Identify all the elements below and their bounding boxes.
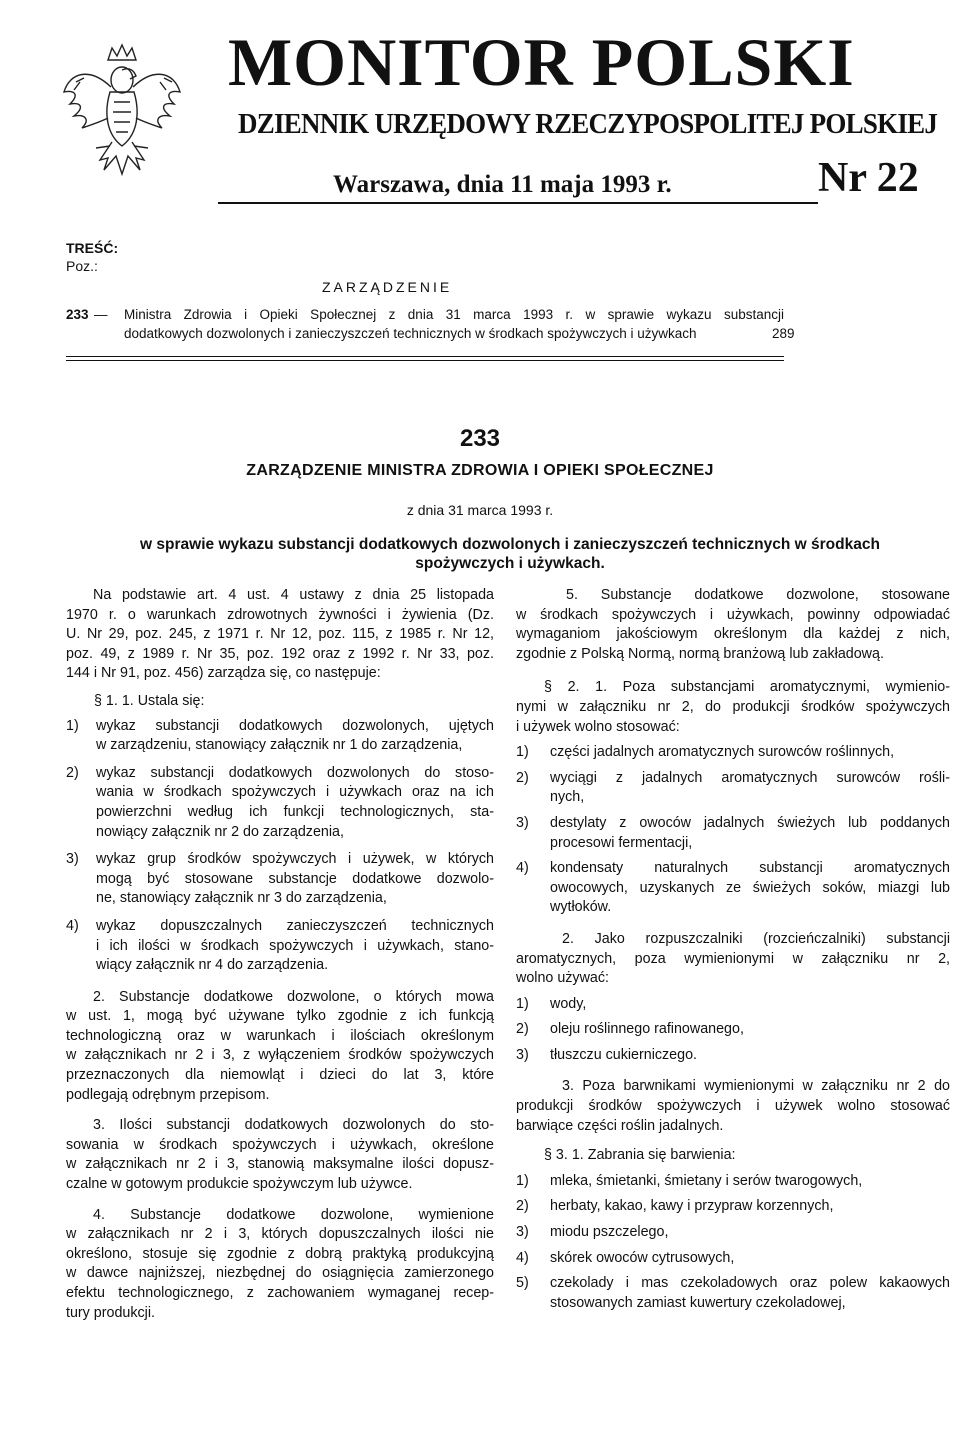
toc-entry-dash: —	[94, 307, 108, 322]
list-item	[516, 1223, 950, 1243]
toc-entry-number: 233	[66, 307, 89, 322]
list-item-line: tłuszczu cukierniczego.	[550, 1046, 698, 1063]
list-item	[516, 1197, 950, 1217]
list-item-line: wykaz substancji dodatkowych dozwolonych do stoso-	[96, 764, 494, 781]
paragraph-line: w załącznikach nr 2 i 3, których dopuszczalnych ilości nie	[66, 1226, 494, 1243]
toc-section-heading: ZARZĄDZENIE	[322, 279, 453, 295]
section-2-paragraph-2	[516, 930, 950, 989]
list-item-line: wykaz dopuszczalnych zanieczyszczeń technicznych	[96, 917, 494, 934]
issue-date: Warszawa, dnia 11 maja 1993 r.	[333, 171, 672, 198]
paragraph-line: w ust. 1, mogą być używane tylko zgodnie z ich funkcją	[66, 1008, 494, 1025]
list-item-number: 4)	[516, 860, 529, 877]
list-item	[516, 859, 950, 918]
paragraph-4	[66, 1206, 494, 1324]
list-item	[66, 717, 494, 756]
paragraph-3	[66, 1116, 494, 1194]
section-3-list	[516, 1172, 950, 1314]
list-item-line: ne, stanowiący załącznik nr 3 do zarządzenia,	[96, 890, 387, 907]
act-title: ZARZĄDZENIE MINISTRA ZDROWIA I OPIEKI SPOŁECZNEJ	[246, 462, 714, 479]
paragraph-line: w dawce najniższej, niezbędnej do osiągnięcia zamierzonego	[66, 1265, 494, 1282]
intro-line: 1970 r. o warunkach zdrowotnych żywności i żywienia (Dz.	[66, 606, 494, 623]
paragraph-line: technologiczną oraz w warunkach i ilościach określonym	[66, 1027, 494, 1044]
list-item-line: nowiący załącznik nr 2 do zarządzenia,	[96, 823, 344, 840]
paragraph-line: w środkach spożywczych i używkach, powinny odpowiadać	[516, 606, 950, 623]
act-subject-line1: w sprawie wykazu substancji dodatkowych dozwolonych i zanieczyszczeń technicznych w środkach	[140, 536, 880, 553]
section-1-heading: § 1. 1. Ustala się:	[94, 692, 205, 709]
list-item-number: 3)	[66, 851, 79, 868]
list-item-number: 1)	[516, 1172, 529, 1189]
list-item	[516, 1020, 950, 1040]
list-item-line: czekolady i mas czekoladowych oraz polew kakaowych	[550, 1275, 950, 1292]
toc-label: TREŚĆ:	[66, 240, 119, 256]
paragraph-line: barwiące części roślin jadalnych.	[516, 1117, 724, 1134]
list-item-number: 1)	[66, 717, 79, 734]
list-item-line: mogą być stosowane substancje dodatkowe dozwolo-	[96, 870, 494, 887]
section-2	[516, 678, 950, 737]
masthead-rule	[218, 202, 818, 204]
paragraph-line: produkcji środków spożywczych i używek wolno stosować	[516, 1098, 950, 1115]
intro-line: 144 i Nr 91, poz. 456) zarządza się, co następuje:	[66, 665, 381, 682]
list-item-line: nych,	[550, 789, 585, 806]
section-3-heading: § 3. 1. Zabrania się barwienia:	[544, 1147, 736, 1164]
list-item-number: 5)	[516, 1275, 529, 1292]
list-item-line: stosowanych zamiast kuwertury czekoladowej,	[550, 1294, 846, 1311]
toc-rule-1	[66, 356, 784, 357]
list-item-number: 3)	[516, 1046, 529, 1063]
paragraph-line: wymaganiom jakościowym określonym dla każdej z nich,	[516, 626, 950, 643]
paragraph-line: 3. Poza barwnikami wymienionymi w załączniku nr 2 do	[562, 1078, 950, 1095]
list-item-line: części jadalnych aromatycznych surowców roślinnych,	[550, 744, 895, 761]
toc-entry-line1	[124, 307, 784, 322]
list-item	[66, 917, 494, 976]
paragraph-line: efektu technologicznego, z zachowaniem wymaganej recep-	[66, 1285, 494, 1301]
paragraph-line: nymi w załączniku nr 2, do produkcji środków spożywczych	[516, 698, 950, 715]
list-item-line: herbaty, kakao, kawy i przypraw korzennych,	[550, 1198, 834, 1215]
list-item	[516, 814, 950, 853]
list-item-number: 3)	[516, 1224, 529, 1241]
polish-eagle-emblem	[60, 42, 185, 192]
list-item-line: skórek owoców cytrusowych,	[550, 1249, 735, 1266]
act-subject-line2: spożywczych i używkach.	[415, 555, 605, 572]
list-item-number: 1)	[516, 995, 529, 1012]
paragraph-line: w załącznikach nr 2 i 3, z wyłączeniem środków spożywczych	[66, 1047, 494, 1064]
list-item	[516, 1249, 950, 1269]
toc-rule-2	[66, 360, 784, 361]
list-item-number: 4)	[66, 917, 79, 934]
paragraph-line: przeznaczonych dla niemowląt i dzieci do lat 3, które	[66, 1067, 494, 1084]
intro-paragraph	[66, 586, 494, 684]
list-item-line: powierzchni według ich funkcji technologicznych, sta-	[96, 803, 494, 820]
list-item-line: miodu pszczelego,	[550, 1224, 669, 1241]
list-item-line: wytłoków.	[550, 899, 612, 916]
list-item-number: 2)	[516, 769, 529, 786]
act-subject	[80, 535, 940, 573]
left-column	[66, 586, 494, 1323]
paragraph-line: 3. Ilości substancji dodatkowych dozwolonych do sto-	[93, 1117, 494, 1134]
list-item-number: 2)	[516, 1198, 529, 1215]
list-item-number: 1)	[516, 744, 529, 761]
paragraph-line: 5. Substancje dodatkowe dozwolone, stosowane	[566, 587, 950, 603]
paragraph-line: aromatycznych, poza wymienionymi w załączniku nr 2,	[516, 950, 950, 967]
list-item	[66, 764, 494, 842]
paragraph-line: określono, stosuje się zgodnie z dobrą praktyką produkcyjną	[66, 1245, 494, 1262]
list-item-line: wiący załącznik nr 4 do zarządzenia.	[96, 957, 329, 974]
list-item-number: 4)	[516, 1249, 529, 1266]
masthead-title: MONITOR POLSKI	[228, 24, 855, 100]
section-2-paragraph-3	[516, 1077, 950, 1136]
list-item-line: destylaty z owoców jadalnych świeżych lub poddanych	[550, 814, 950, 831]
list-item-line: mleka, śmietanki, śmietany i serów twarogowych,	[550, 1172, 863, 1189]
list-item	[516, 1274, 950, 1313]
list-item-line: procesowi fermentacji,	[550, 834, 693, 851]
list-item-line: kondensaty naturalnych substancji aromatycznych	[550, 860, 950, 877]
section-2-list	[516, 743, 950, 918]
paragraph-line: i używek wolno stosować:	[516, 718, 680, 735]
list-item-line: wania w środkach spożywczych i używkach oraz na ich	[96, 784, 494, 801]
list-item	[66, 850, 494, 909]
list-item-line: wody,	[550, 995, 587, 1012]
list-item	[516, 769, 950, 808]
paragraph-line: § 2. 1. Poza substancjami aromatycznymi, wymienio-	[544, 679, 950, 696]
paragraph-line: 2. Substancje dodatkowe dozwolone, o których mowa	[93, 988, 494, 1005]
masthead-subtitle: DZIENNIK URZĘDOWY RZECZYPOSPOLITEJ POLSKIEJ	[238, 108, 938, 140]
paragraph-line: czalne w gotowym produkcie spożywczym lub używce.	[66, 1176, 413, 1193]
act-date: z dnia 31 marca 1993 r.	[406, 502, 554, 518]
paragraph-line: tury produkcji.	[66, 1304, 155, 1321]
issue-number: Nr 22	[818, 155, 919, 201]
intro-line: poz. 49, z 1989 r. Nr 35, poz. 192 oraz z 1992 r. Nr 33, poz.	[66, 645, 494, 662]
list-item-number: 2)	[66, 764, 79, 781]
list-item	[516, 995, 950, 1015]
list-item-line: oleju roślinnego rafinowanego,	[550, 1021, 744, 1038]
paragraph-line: 2. Jako rozpuszczalniki (rozcieńczalniki) substancji	[562, 930, 950, 947]
list-item-line: i ich ilości w środkach spożywczych i używkach, stano-	[96, 937, 494, 954]
list-item-line: wyciągi z jadalnych aromatycznych surowców rośli-	[550, 769, 950, 786]
paragraph-5	[516, 586, 950, 664]
list-item	[516, 1046, 950, 1066]
paragraph-line: podlegają odrębnym przepisom.	[66, 1086, 270, 1103]
paragraph-line: 4. Substancje dodatkowe dozwolone, wymienione	[93, 1206, 494, 1223]
list-item	[516, 743, 950, 763]
toc-entry-page: 289	[772, 326, 795, 341]
list-item	[516, 1172, 950, 1192]
toc-poz: Poz.:	[66, 258, 98, 274]
intro-line: Na podstawie art. 4 ust. 4 ustawy z dnia 25 listopada	[93, 587, 494, 603]
list-item-number: 3)	[516, 814, 529, 831]
list-item-number: 2)	[516, 1021, 529, 1038]
section-2-list-2	[516, 995, 950, 1066]
paragraph-2	[66, 988, 494, 1106]
toc-entry-line2: dodatkowych dozwolonych i zanieczyszczeń technicznych w środkach spożywczych i używkach	[124, 326, 697, 341]
toc-entry-line1-text: Ministra Zdrowia i Opieki Społecznej z dnia 31 marca 1993 r. w sprawie wykazu substancji	[124, 307, 784, 322]
list-item-line: wykaz grup środków spożywczych i używek, w których	[96, 851, 494, 868]
right-column	[516, 586, 950, 1313]
intro-line: U. Nr 29, poz. 245, z 1971 r. Nr 12, poz. 115, z 1985 r. Nr 12,	[66, 626, 494, 643]
act-number: 233	[459, 425, 501, 452]
list-item-line: owocowych, uzyskanych ze świeżych soków, miazgi lub	[550, 879, 950, 896]
list-item-line: w zarządzeniu, stanowiący załącznik nr 1 do zarządzenia,	[96, 737, 463, 754]
paragraph-line: w załącznikach nr 2 i 3, stanowią maksymalne ilości dopusz-	[66, 1156, 494, 1173]
paragraph-line: wolno używać:	[516, 970, 609, 987]
left-list	[66, 717, 494, 976]
paragraph-line: sowania w środkach spożywczych i używkach, określone	[66, 1136, 494, 1153]
list-item-line: wykaz substancji dodatkowych dozwolonych, ujętych	[96, 717, 494, 734]
paragraph-line: zgodnie z Polską Normą, normą branżową lub zakładową.	[516, 645, 884, 662]
